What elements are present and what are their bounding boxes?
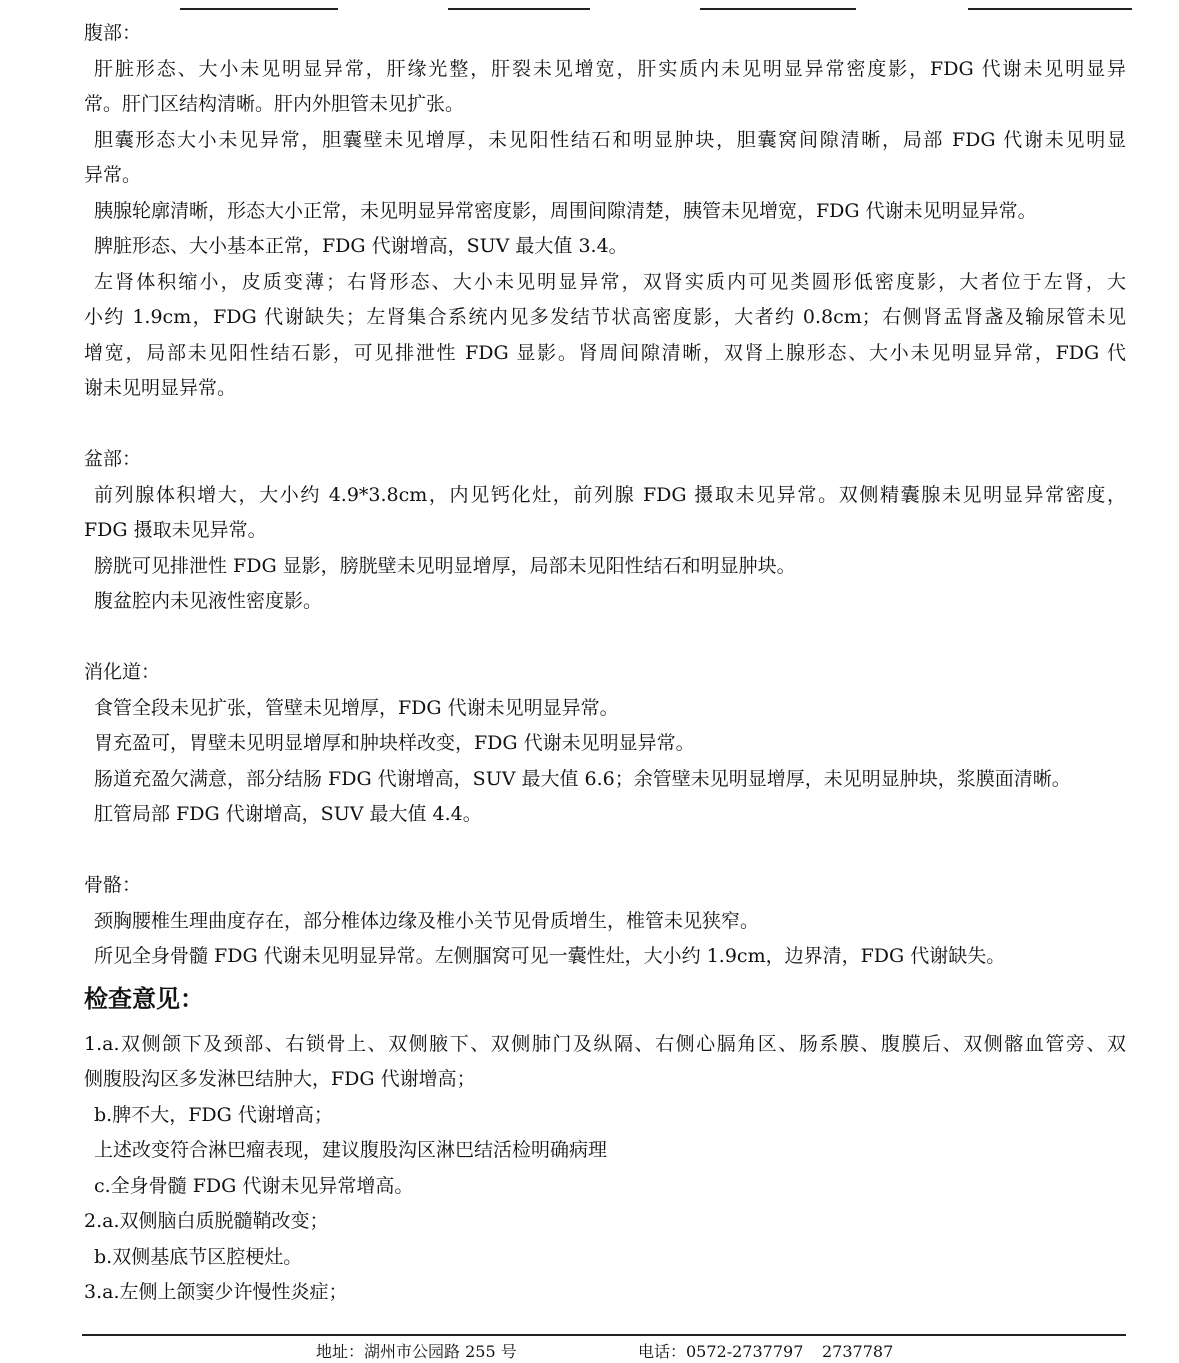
opinion-line: 1.a.双侧颌下及颈部、右锁骨上、双侧腋下、双侧肺门及纵隔、右侧心膈角区、肠系膜、腹膜后、双侧髂血管旁、双	[84, 1032, 1126, 1055]
text-line: 肛管局部 FDG 代谢增高，SUV 最大值 4.4。	[94, 803, 482, 825]
opinion-line: b.脾不大，FDG 代谢增高；	[94, 1103, 333, 1126]
section-bone-heading: 骨骼：	[84, 874, 142, 896]
text-line: 脾脏形态、大小基本正常，FDG 代谢增高，SUV 最大值 3.4。	[94, 235, 628, 257]
footer-phone: 电话：0572-2737797	[638, 1342, 804, 1361]
header-field-line	[180, 8, 338, 10]
text-line: 食管全段未见扩张，管壁未见增厚，FDG 代谢未见明显异常。	[94, 696, 619, 719]
opinion-line: 侧腹股沟区多发淋巴结肿大，FDG 代谢增高；	[84, 1068, 476, 1090]
opinion-line: 3.a.左侧上颌窦少许慢性炎症；	[84, 1281, 348, 1303]
report-body	[84, 16, 1126, 1311]
header-field-line	[448, 8, 590, 10]
text-line: FDG 摄取未见异常。	[84, 519, 267, 541]
text-line: 膀胱可见排泄性 FDG 显影，膀胱壁未见明显增厚，局部未见阳性结石和明显肿块。	[94, 554, 796, 577]
text-line: 谢未见明显异常。	[84, 377, 237, 399]
text-line: 增宽，局部未见阳性结石影，可见排泄性 FDG 显影。肾周间隙清晰，双肾上腺形态、大小未见明显异常，FDG 代	[84, 341, 1126, 364]
header-field-line	[968, 8, 1132, 10]
text-line: 肠道充盈欠满意，部分结肠 FDG 代谢增高，SUV 最大值 6.6；余管壁未见明显增厚，未见明显肿块，浆膜面清晰。	[94, 767, 1071, 790]
header-cutoff	[0, 0, 1179, 12]
text-line: 异常。	[84, 164, 142, 186]
section-digestive-heading: 消化道：	[84, 661, 161, 683]
text-line: 小约 1.9cm，FDG 代谢缺失；左肾集合系统内见多发结节状高密度影，大者约 0.8cm；右侧肾盂肾盏及输尿管未见	[84, 306, 1126, 328]
footer-address: 地址：湖州市公园路 255 号	[316, 1342, 517, 1361]
text-line: 胆囊形态大小未见异常，胆囊壁未见增厚，未见阳性结石和明显肿块，胆囊窝间隙清晰，局部 FDG 代谢未见明显	[94, 128, 1126, 151]
text-line: 前列腺体积增大，大小约 4.9*3.8cm，内见钙化灶，前列腺 FDG 摄取未见异常。双侧精囊腺未见明显异常密度，	[94, 483, 1126, 506]
section-pelvis-heading: 盆部：	[84, 448, 142, 470]
section-abdomen-heading: 腹部：	[84, 22, 142, 44]
footer-phone-2: 2737787	[822, 1342, 894, 1361]
opinion-title: 检查意见：	[84, 984, 204, 1013]
opinion-line: c.全身骨髓 FDG 代谢未见异常增高。	[94, 1174, 414, 1197]
text-line: 肝脏形态、大小未见明显异常，肝缘光整，肝裂未见增宽，肝实质内未见明显异常密度影，FDG 代谢未见明显异	[94, 57, 1126, 80]
text-line: 左肾体积缩小，皮质变薄；右肾形态、大小未见明显异常，双肾实质内可见类圆形低密度影，大者位于左肾，大	[94, 270, 1126, 293]
opinion-line: 上述改变符合淋巴瘤表现，建议腹股沟区淋巴结活检明确病理	[94, 1139, 608, 1161]
opinion-line: 2.a.双侧脑白质脱髓鞘改变；	[84, 1210, 329, 1232]
opinion-list	[84, 1027, 1126, 1311]
text-line: 颈胸腰椎生理曲度存在，部分椎体边缘及椎小关节见骨质增生，椎管未见狭窄。	[94, 909, 760, 932]
header-field-line	[700, 8, 856, 10]
footer-divider	[82, 1334, 1126, 1336]
text-line: 腹盆腔内未见液性密度影。	[94, 590, 323, 612]
text-line: 胃充盈可，胃壁未见明显增厚和肿块样改变，FDG 代谢未见明显异常。	[94, 732, 695, 754]
opinion-line: b.双侧基底节区腔梗灶。	[94, 1245, 303, 1268]
text-line: 所见全身骨髓 FDG 代谢未见明显异常。左侧腘窝可见一囊性灶，大小约 1.9cm，边界清，FDG 代谢缺失。	[94, 945, 1006, 967]
text-line: 常。肝门区结构清晰。肝内外胆管未见扩张。	[84, 93, 465, 115]
text-line: 胰腺轮廓清晰，形态大小正常，未见明显异常密度影，周围间隙清楚，胰管未见增宽，FDG 代谢未见明显异常。	[94, 199, 1037, 222]
